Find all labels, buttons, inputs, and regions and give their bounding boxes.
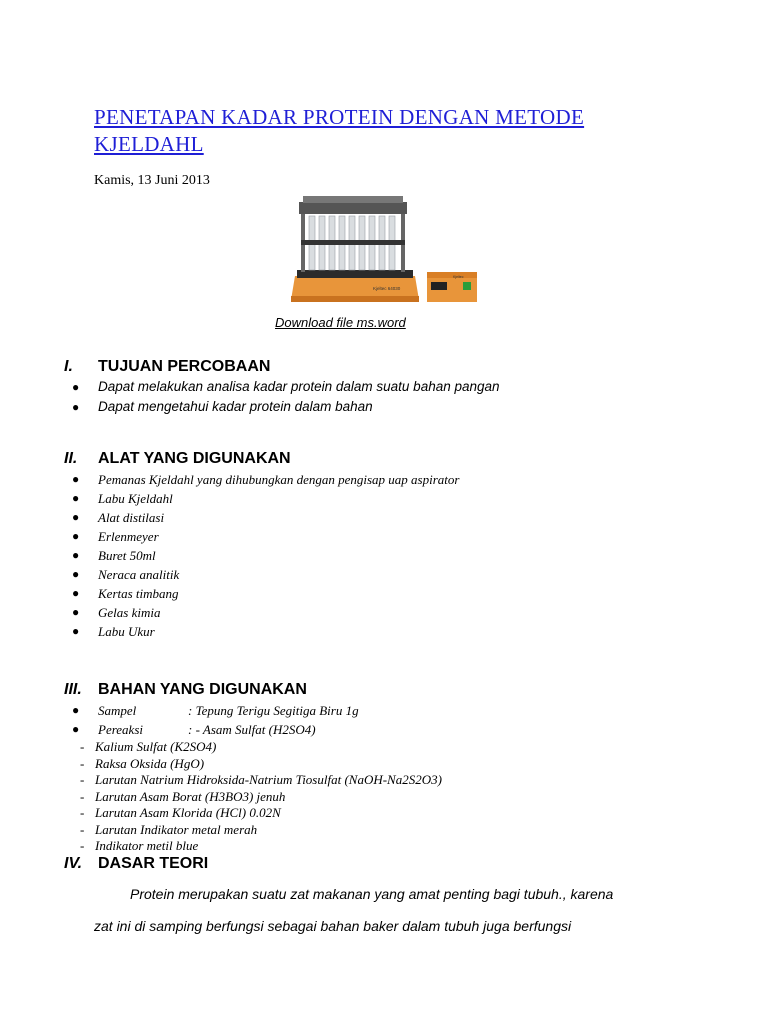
alat-item: Gelas kimia: [98, 605, 161, 620]
section-3-title: BAHAN YANG DIGUNAKAN: [98, 681, 307, 698]
dash-icon: -: [80, 772, 85, 787]
pereaksi-key: Pereaksi: [98, 722, 143, 737]
reagent-item: Larutan Asam Borat (H3BO3) jenuh: [95, 788, 286, 804]
unit-label: Kjeltec: [453, 275, 464, 279]
list-item: [80, 756, 442, 773]
list-item: [80, 739, 442, 756]
paragraph-line-1: Protein merupakan suatu zat makanan yang amat penting bagi tubuh., karena: [130, 886, 614, 902]
device-label: Kjeltec 64030: [373, 286, 401, 291]
alat-item: Erlenmeyer: [98, 529, 159, 544]
bullet-icon: ●: [72, 567, 80, 581]
list-item: [80, 805, 442, 822]
list-item: [72, 701, 359, 720]
alat-item: Alat distilasi: [98, 510, 165, 525]
reagent-item: Larutan Indikator metal merah: [95, 821, 258, 837]
kjeldahl-apparatus-image: [287, 188, 481, 311]
section-4-number: IV.: [64, 855, 83, 872]
section-2-title: ALAT YANG DIGUNAKAN: [98, 450, 291, 467]
bullet-icon: ●: [72, 624, 80, 638]
section-1-title: TUJUAN PERCOBAAN: [98, 358, 271, 375]
alat-item: Labu Ukur: [98, 624, 155, 639]
dash-icon: -: [80, 821, 85, 837]
section-1-number: I.: [64, 358, 73, 375]
list-item: [72, 565, 459, 584]
section-3-number: III.: [64, 681, 82, 698]
sampel-key: Sampel: [98, 703, 137, 718]
section-2-number: II.: [64, 450, 78, 467]
list-item: [72, 489, 459, 508]
bullet-icon: ●: [72, 703, 80, 717]
bullet-icon: ●: [72, 472, 80, 486]
list-item: [72, 470, 459, 489]
pereaksi-value: : - Asam Sulfat (H2SO4): [188, 722, 316, 737]
bullet-icon: ●: [72, 605, 80, 619]
list-item: [72, 720, 359, 739]
bullet-icon: ●: [72, 548, 80, 562]
bullet-icon: ●: [72, 491, 80, 505]
list-item: [80, 789, 442, 806]
dash-icon: -: [80, 805, 85, 820]
list-item: [72, 546, 459, 565]
alat-item: Kertas timbang: [98, 586, 179, 601]
list-item: [72, 377, 500, 397]
bullet-icon: ●: [72, 380, 80, 394]
bahan-list: [72, 701, 359, 739]
alat-item: Pemanas Kjeldahl yang dihubungkan dengan pengisap uap aspirator: [98, 472, 460, 487]
bullet-icon: ●: [72, 722, 80, 736]
section-4-heading: [64, 855, 208, 873]
tujuan-item-2: Dapat mengetahui kadar protein dalam bahan: [98, 399, 373, 414]
list-item: [72, 527, 459, 546]
bullet-icon: ●: [72, 400, 80, 414]
list-item: [80, 772, 442, 789]
dasar-teori-paragraph: [94, 878, 674, 942]
bullet-icon: ●: [72, 529, 80, 543]
download-link[interactable]: Download file ms.word: [275, 315, 406, 330]
bullet-icon: ●: [72, 586, 80, 600]
alat-item: Neraca analitik: [98, 567, 180, 582]
tujuan-list: [72, 377, 500, 417]
list-item: [72, 622, 459, 641]
dash-icon: -: [80, 755, 85, 771]
section-3-heading: [64, 681, 307, 699]
section-2-heading: [64, 450, 291, 468]
alat-item: Labu Kjeldahl: [98, 491, 173, 506]
bullet-icon: ●: [72, 510, 80, 524]
list-item: [80, 838, 442, 855]
reagent-item: Kalium Sulfat (K2SO4): [95, 739, 217, 754]
section-4-title: DASAR TEORI: [98, 855, 209, 872]
dash-icon: -: [80, 739, 85, 754]
dash-icon: -: [80, 788, 85, 804]
tujuan-item-1: Dapat melakukan analisa kadar protein dalam suatu bahan pangan: [98, 379, 500, 394]
article-title[interactable]: PENETAPAN KADAR PROTEIN DENGAN METODE KJELDAHL: [94, 105, 585, 156]
alat-item: Buret 50ml: [98, 548, 156, 563]
list-item: [72, 397, 500, 417]
list-item: [72, 584, 459, 603]
sampel-value: : Tepung Terigu Segitiga Biru 1g: [188, 703, 359, 718]
reagent-item: Larutan Asam Klorida (HCl) 0.02N: [95, 805, 281, 820]
list-item: [72, 508, 459, 527]
post-date: Kamis, 13 Juni 2013: [94, 173, 210, 188]
alat-list: [72, 470, 459, 641]
paragraph-line-2: zat ini di samping berfungsi sebagai bahan baker dalam tubuh juga berfungsi: [94, 918, 572, 934]
reagent-item: Indikator metil blue: [95, 838, 199, 853]
list-item: [80, 822, 442, 839]
section-1-heading: [64, 358, 270, 376]
dash-icon: -: [80, 838, 85, 853]
reagent-list: [80, 739, 442, 855]
list-item: [72, 603, 459, 622]
reagent-item: Raksa Oksida (HgO): [95, 755, 205, 771]
reagent-item: Larutan Natrium Hidroksida-Natrium Tiosulfat (NaOH-Na2S2O3): [95, 772, 442, 787]
